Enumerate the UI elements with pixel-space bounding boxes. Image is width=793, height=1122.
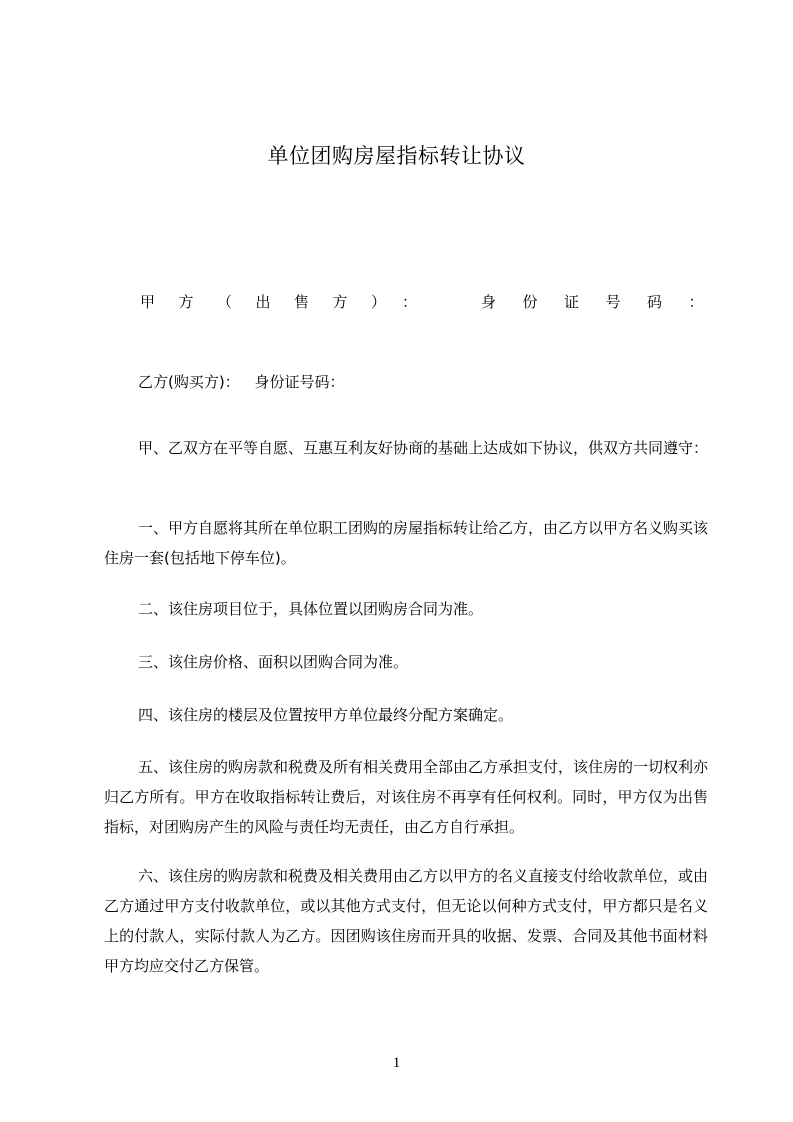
party-a-label: 甲方（出售方）：: [140, 293, 441, 311]
clause-4: 四、该住房的楼层及位置按甲方单位最终分配方案确定。: [138, 706, 514, 724]
document-title: 单位团购房屋指标转让协议: [267, 144, 526, 168]
clause-3: 三、该住房价格、面积以团购合同为准。: [138, 653, 409, 671]
clause-5: 五、该住房的购房款和税费及所有相关费用全部由乙方承担支付，该住房的一切权利亦归乙方所有。甲方在收取指标转让费后，对该住房不再享有任何权利。同时，甲方仅为出售指标，对团购房产生的风险与责任均无责任，由乙方自行承担。: [104, 758, 709, 836]
intro-paragraph: 甲、乙双方在平等自愿、互惠互利友好协商的基础上达成如下协议，供双方共同遵守：: [138, 439, 709, 457]
party-a-id-label: 身份证号码：: [481, 293, 731, 311]
page-number: 1: [392, 1055, 401, 1071]
clause-1: 一、甲方自愿将其所在单位职工团购的房屋指标转让给乙方，由乙方以甲方名义购买该住房一套(包括地下停车位)。: [104, 519, 709, 567]
party-b-line: [138, 370, 345, 394]
party-b-id-label: 身份证号码：: [254, 373, 345, 391]
clause-6: 六、该住房的购房款和税费及相关费用由乙方以甲方的名义直接支付给收款单位，或由乙方通过甲方支付收款单位，或以其他方式支付，但无论以何种方式支付，甲方都只是名义上的付款人，实际付款人为乙方。因团购该住房而开具的收据、发票、合同及其他书面材料甲方均应交付乙方保管。: [104, 867, 709, 975]
party-b-label: 乙方(购买方)：: [138, 373, 240, 391]
clause-2: 二、该住房项目位于，具体位置以团购房合同为准。: [138, 600, 484, 618]
